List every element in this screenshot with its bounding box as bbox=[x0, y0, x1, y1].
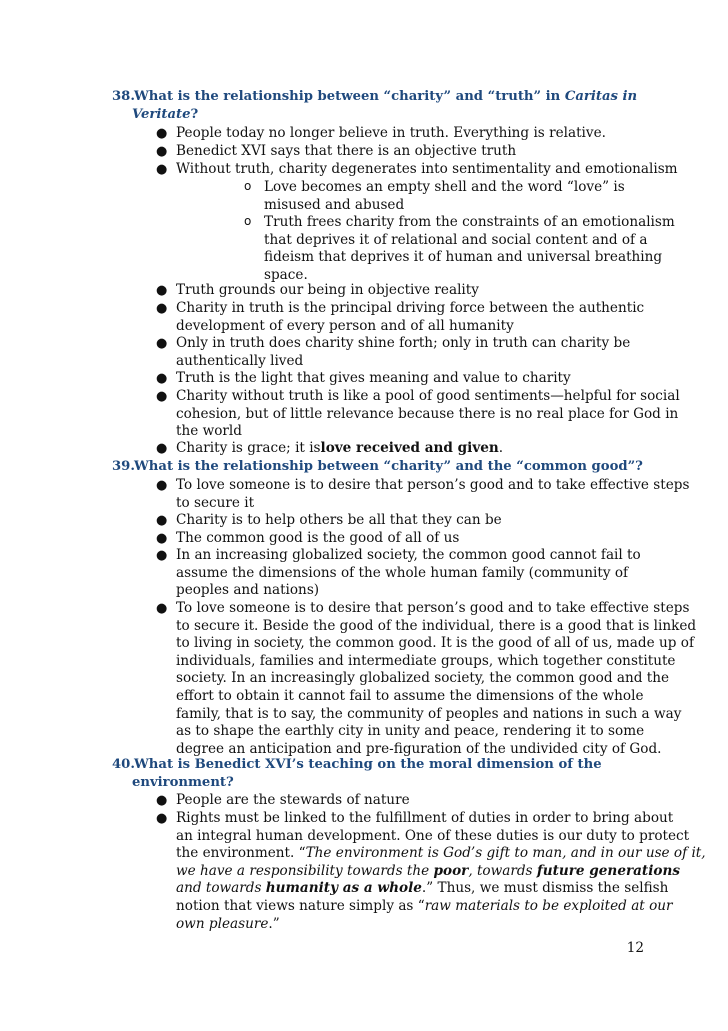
question-title-part: What is Benedict XVI’s teaching on the moral dimension of the bbox=[134, 757, 602, 772]
bullet-icon: ● bbox=[156, 531, 168, 546]
bullet-text: individuals, families and intermediate groups, which together constitute bbox=[176, 652, 676, 669]
bullet-item bbox=[156, 477, 690, 512]
bullet-text: People today no longer believe in truth. Everything is relative. bbox=[176, 125, 606, 141]
bullet-text: degree an anticipation and pre-figuration of the undivided city of God. bbox=[176, 740, 662, 757]
bullet-icon: ● bbox=[156, 548, 168, 563]
question-number: 39. bbox=[112, 459, 135, 474]
question-title-italic: Caritas in bbox=[564, 89, 638, 104]
bullet-text: Benedict XVI says that there is an objective truth bbox=[176, 143, 517, 159]
bullet-item bbox=[156, 161, 678, 179]
bullet-icon: ● bbox=[156, 336, 168, 351]
quote-italic: and towards bbox=[176, 880, 266, 897]
bullet-text: authentically lived bbox=[176, 352, 304, 369]
bullet-icon: ● bbox=[156, 441, 168, 456]
quote-italic: raw materials to be exploited at our bbox=[424, 897, 673, 914]
bullet-item bbox=[156, 125, 646, 143]
bullet-text: to secure it. Beside the good of the individual, there is a good that is linked bbox=[176, 617, 697, 634]
circle-bullet-icon: o bbox=[244, 214, 252, 228]
bullet-text: as to shape the earthly city in unity and peace, rendering it to some bbox=[176, 723, 645, 740]
sub-bullet-text: space. bbox=[264, 266, 308, 283]
quote-bold-italic: poor bbox=[433, 862, 469, 879]
page-number: 12 bbox=[626, 940, 644, 956]
question-title-part: environment? bbox=[132, 775, 234, 791]
question-title-part: ? bbox=[190, 107, 199, 123]
bullet-icon: ● bbox=[156, 601, 168, 616]
bullet-icon: ● bbox=[156, 478, 168, 493]
bullet-text: the environment. “ bbox=[176, 845, 306, 862]
sub-bullet-text: fideism that deprives it of human and universal breathing bbox=[264, 249, 663, 266]
bullet-text: Rights must be linked to the fulfillment of duties in order to bring about bbox=[176, 810, 674, 826]
bullet-icon: ● bbox=[156, 126, 168, 141]
bullet-item bbox=[156, 810, 706, 933]
question-number: 38. bbox=[112, 89, 135, 104]
quote-italic: own pleasure bbox=[176, 915, 269, 932]
question-number: 40. bbox=[112, 757, 135, 772]
sub-bullet-text: that deprives it of relational and social content and of a bbox=[264, 231, 648, 248]
bullet-text: In an increasing globalized society, the common good cannot fail to bbox=[176, 547, 641, 563]
bullet-text: an integral human development. One of these duties is our duty to protect bbox=[176, 827, 690, 844]
sub-bullet-item bbox=[244, 179, 644, 214]
bullet-item bbox=[156, 370, 646, 388]
quote-bold-italic: future generations bbox=[536, 862, 680, 879]
bullet-text: . bbox=[498, 440, 504, 456]
question-38-heading bbox=[112, 88, 652, 124]
question-39-heading bbox=[112, 458, 652, 476]
bullet-icon: ● bbox=[156, 301, 168, 316]
bullet-text: Charity is to help others be all that they can be bbox=[176, 512, 502, 528]
bullet-item bbox=[156, 282, 646, 300]
quote-italic: The environment is God’s gift to man, and in our use of it, bbox=[305, 845, 706, 862]
bullet-text: Charity in truth is the principal driving force between the authentic bbox=[176, 300, 645, 316]
bullet-item bbox=[156, 600, 697, 758]
bullet-item bbox=[156, 530, 646, 548]
question-title-part: What is the relationship between “charity” and the “common good”? bbox=[134, 459, 643, 474]
bullet-text: .” bbox=[268, 915, 280, 932]
bullet-text: assume the dimensions of the whole human family (community of bbox=[176, 564, 629, 581]
bullet-icon: ● bbox=[156, 144, 168, 159]
bullet-text: peoples and nations) bbox=[176, 582, 320, 599]
bullet-icon: ● bbox=[156, 371, 168, 386]
bullet-text: To love someone is to desire that person’s good and to take effective steps bbox=[176, 477, 690, 493]
bullet-icon: ● bbox=[156, 793, 168, 808]
bullet-text: .” Thus, we must dismiss the selfish bbox=[421, 880, 669, 897]
bullet-text: Charity is grace; it is bbox=[176, 440, 321, 456]
bullet-item bbox=[156, 792, 646, 810]
bullet-text: Without truth, charity degenerates into sentimentality and emotionalism bbox=[176, 161, 678, 177]
sub-bullet-text: Love becomes an empty shell and the word “love” is bbox=[264, 179, 625, 195]
quote-italic: we have a responsibility towards the bbox=[176, 862, 434, 879]
bullet-text: Charity without truth is like a pool of good sentiments—helpful for social bbox=[176, 388, 680, 404]
bullet-text: cohesion, but of little relevance because there is no real place for God in bbox=[176, 405, 679, 422]
bullet-icon: ● bbox=[156, 811, 168, 826]
bullet-icon: ● bbox=[156, 389, 168, 404]
bullet-text-bold: love received and given bbox=[320, 440, 499, 456]
sub-bullet-text: misused and abused bbox=[264, 196, 405, 213]
quote-italic: , towards bbox=[468, 862, 537, 879]
sub-bullet-text: Truth frees charity from the constraints of an emotionalism bbox=[264, 214, 675, 230]
bullet-text: development of every person and of all humanity bbox=[176, 317, 514, 334]
bullet-text: People are the stewards of nature bbox=[176, 792, 410, 808]
bullet-item bbox=[156, 547, 646, 600]
bullet-text: Truth grounds our being in objective reality bbox=[176, 282, 479, 298]
sub-bullet-item bbox=[244, 214, 675, 284]
bullet-item bbox=[156, 388, 680, 441]
bullet-text: to secure it bbox=[176, 494, 255, 511]
bullet-text: society. In an increasingly globalized society, the common good and the bbox=[176, 670, 670, 687]
circle-bullet-icon: o bbox=[244, 179, 252, 193]
bullet-text: notion that views nature simply as “ bbox=[176, 897, 425, 914]
quote-bold-italic: humanity as a whole bbox=[265, 880, 422, 897]
bullet-item bbox=[156, 143, 646, 161]
bullet-text: Only in truth does charity shine forth; only in truth can charity be bbox=[176, 335, 631, 351]
bullet-icon: ● bbox=[156, 283, 168, 298]
question-title-italic: Veritate bbox=[132, 107, 191, 123]
bullet-text: the world bbox=[176, 423, 242, 440]
bullet-item bbox=[156, 512, 646, 530]
bullet-item bbox=[156, 300, 646, 335]
bullet-icon: ● bbox=[156, 162, 168, 177]
bullet-item bbox=[156, 440, 646, 458]
bullet-text: To love someone is to desire that person’s good and to take effective steps bbox=[176, 600, 690, 616]
question-40-heading bbox=[112, 756, 652, 792]
bullet-text: family, that is to say, the community of peoples and nations in such a way bbox=[176, 705, 682, 722]
bullet-text: Truth is the light that gives meaning and value to charity bbox=[176, 370, 571, 386]
bullet-icon: ● bbox=[156, 513, 168, 528]
bullet-text: to living in society, the common good. It is the good of all of us, made up of bbox=[176, 635, 694, 652]
question-title-part: What is the relationship between “charity” and “truth” in bbox=[134, 89, 565, 104]
bullet-text: The common good is the good of all of us bbox=[176, 530, 460, 546]
bullet-text: effort to obtain it cannot fail to assume the dimensions of the whole bbox=[176, 687, 644, 704]
bullet-item bbox=[156, 335, 646, 370]
